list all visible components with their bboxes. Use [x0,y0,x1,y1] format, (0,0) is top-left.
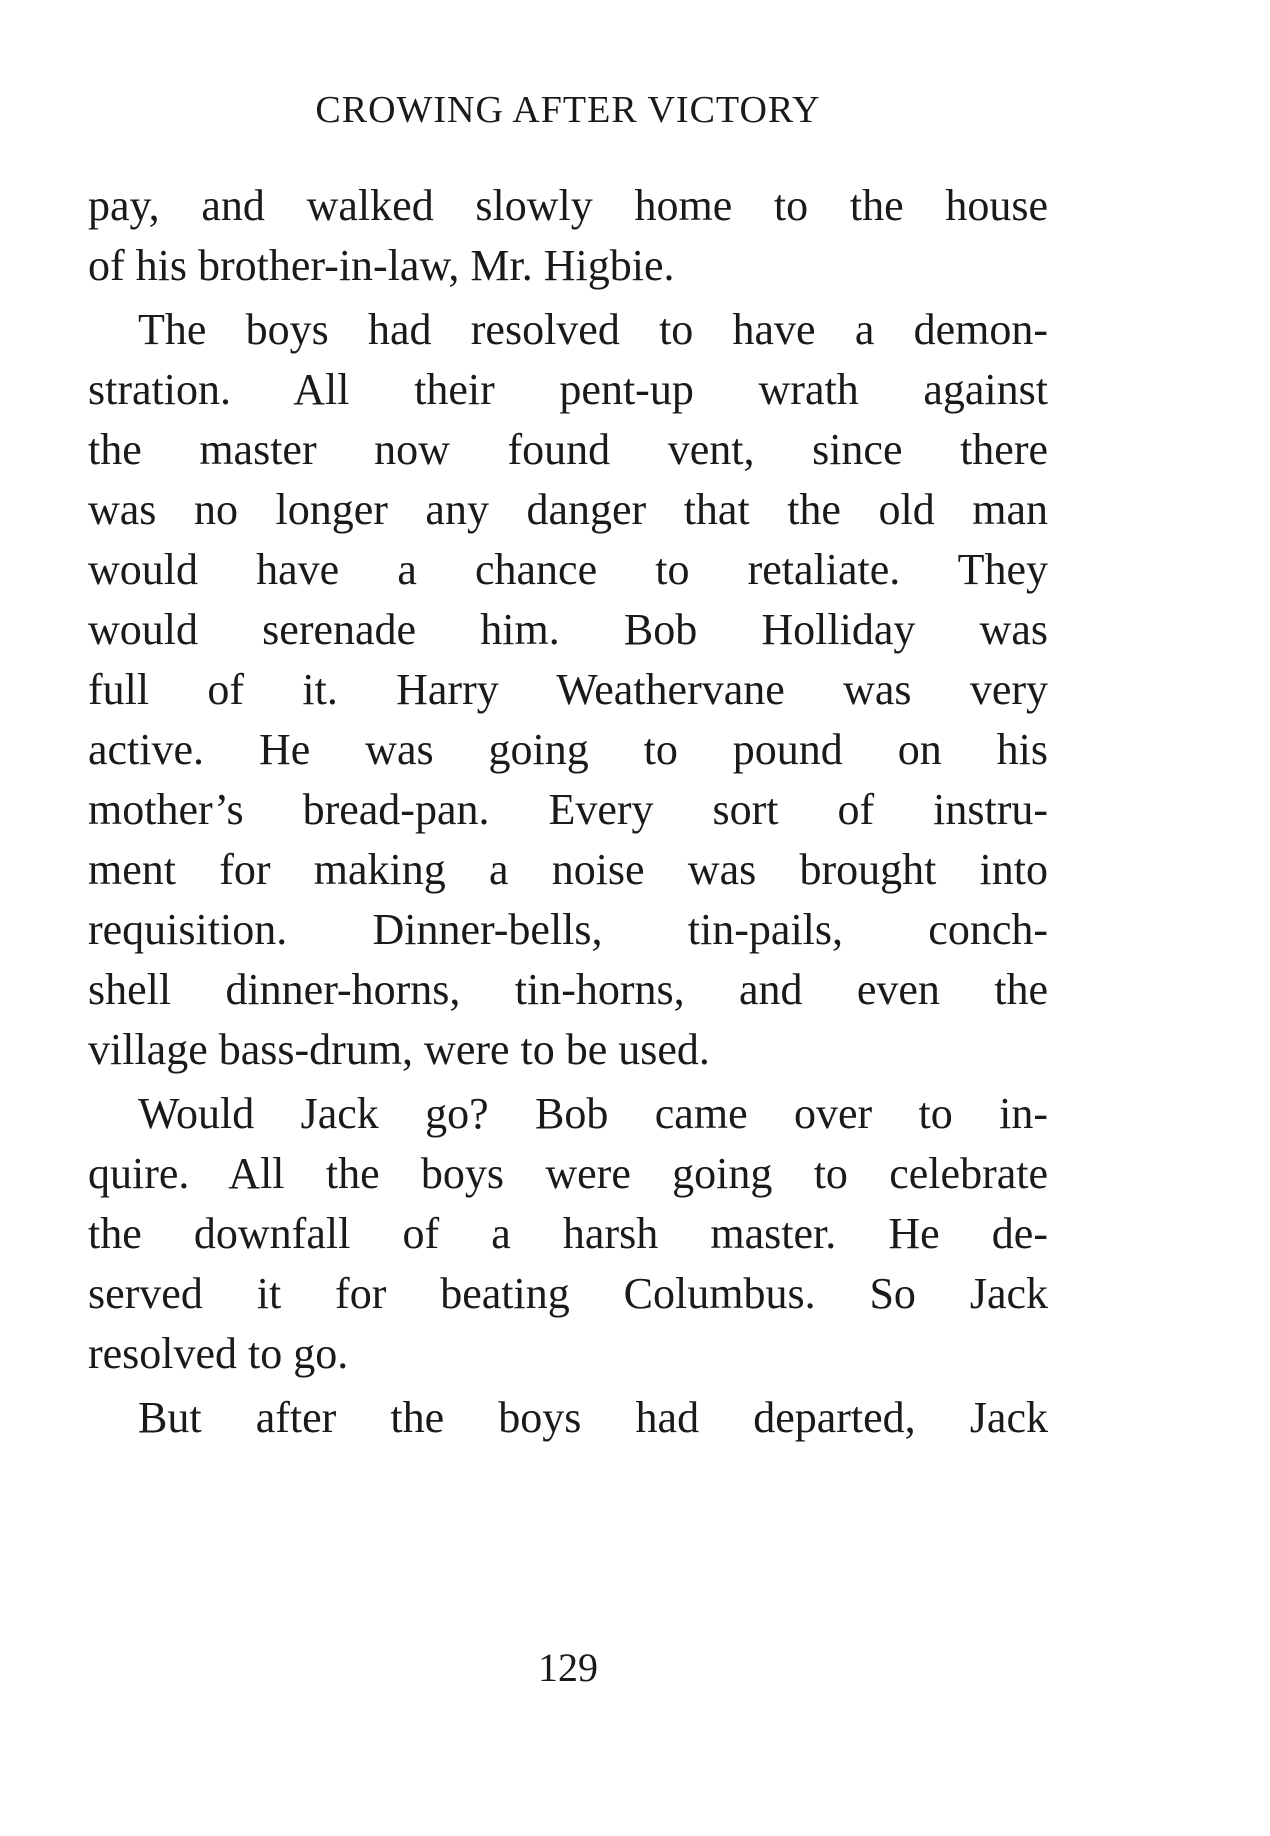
running-head: CROWING AFTER VICTORY [315,89,821,131]
text-line: quire. All the boys were going to celebrate [88,1149,1048,1198]
text-line: shell dinner-horns, tin-horns, and even the [88,965,1048,1014]
text-line: Would Jack go? Bob came over to in- [138,1089,1048,1138]
text-line: the master now found vent, since there [88,425,1048,474]
text-line: would have a chance to retaliate. They [88,545,1048,594]
text-line: of his brother-in-law, Mr. Higbie. [88,241,675,290]
text-line: the downfall of a harsh master. He de- [88,1209,1048,1258]
text-line: mother’s bread-pan. Every sort of instru- [88,785,1048,834]
text-line: resolved to go. [88,1329,349,1378]
text-line: was no longer any danger that the old man [88,485,1048,534]
text-line: pay, and walked slowly home to the house [88,181,1048,230]
text-line: The boys had resolved to have a demon- [138,305,1048,354]
text-line: served it for beating Columbus. So Jack [88,1269,1048,1318]
text-line: would serenade him. Bob Holliday was [88,605,1048,654]
page-number: 129 [538,1645,598,1690]
text-line: active. He was going to pound on his [88,725,1048,774]
text-line: stration. All their pent-up wrath against [88,365,1048,414]
text-line: village bass-drum, were to be used. [88,1025,710,1074]
text-line: ment for making a noise was brought into [88,845,1048,894]
text-line: full of it. Harry Weathervane was very [88,665,1048,714]
text-line: But after the boys had departed, Jack [138,1393,1048,1442]
text-line: requisition. Dinner-bells, tin-pails, conch- [88,905,1048,954]
